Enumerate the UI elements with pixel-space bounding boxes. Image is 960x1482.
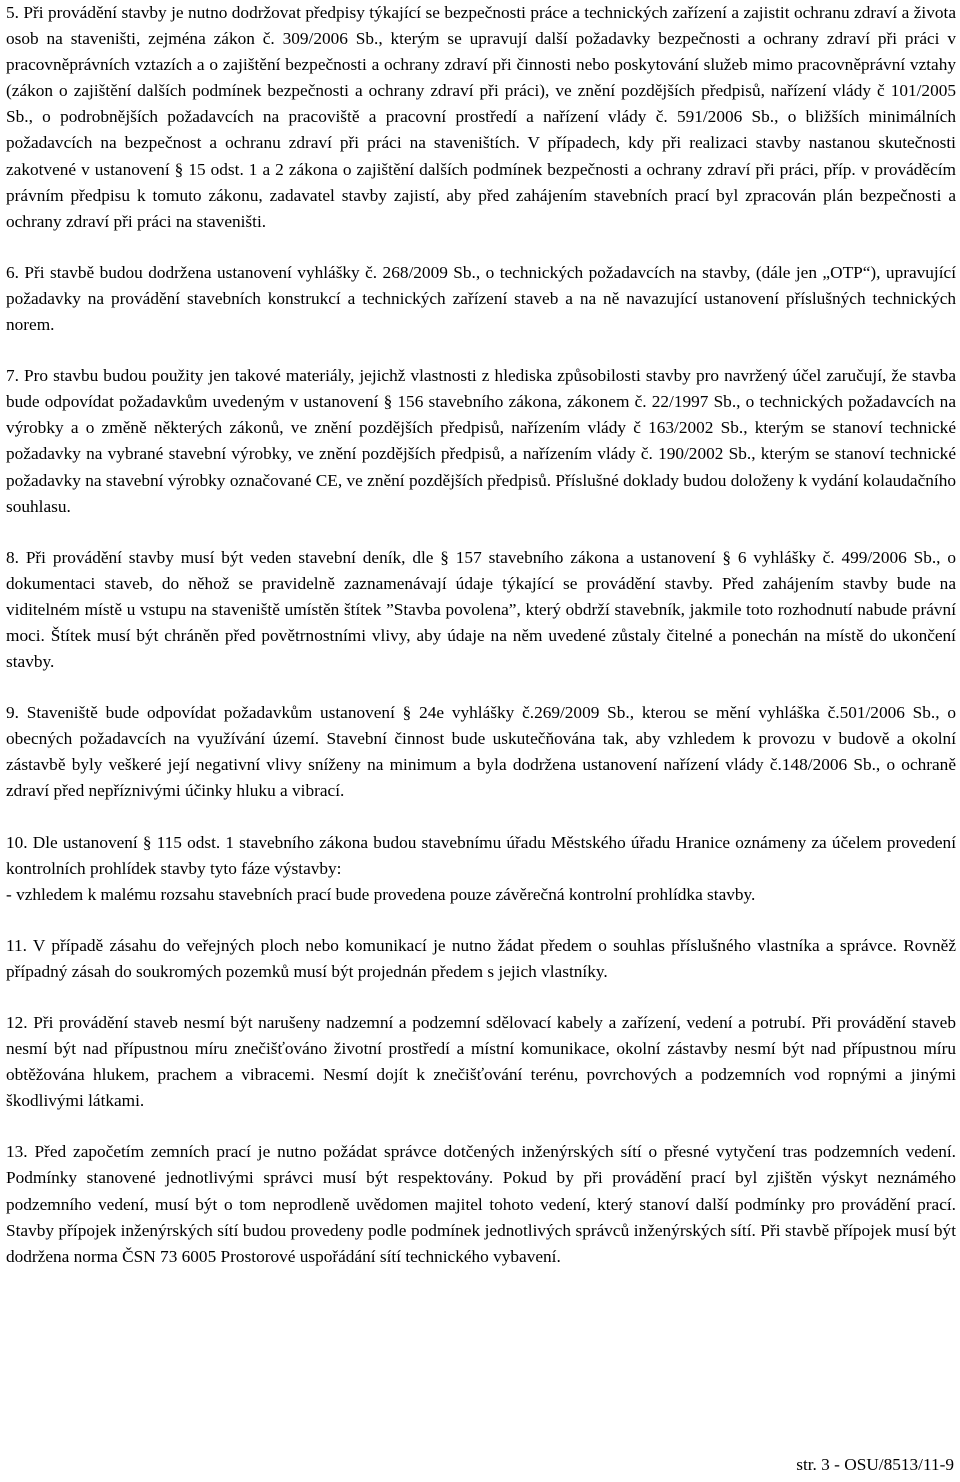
paragraph-7: 7. Pro stavbu budou použity jen takové materiály, jejichž vlastnosti z hlediska způsobilosti stavby pro navržený účel zaručují, že stavba bude odpovídat požadavkům uvedeným v ustanovení § 156 stavebního zákona, zákonem č. 22/1997 Sb., o technických požadavcích na výrobky a o změně některých zákonů, ve znění pozdějších předpisů, nařízením vlády č 163/2002 Sb., kterým se stanoví technické požadavky na vybrané stavební výrobky, ve znění pozdějších předpisů, a nařízením vlády č. 190/2002 Sb., kterým se stanoví technické požadavky na stavební výrobky označované CE, ve znění pozdějších předpisů. Příslušné doklady budou doloženy k vydání kolaudačního souhlasu. bbox=[6, 366, 956, 516]
paragraph-6: 6. Při stavbě budou dodržena ustanovení vyhlášky č. 268/2009 Sb., o technických požadavcích na stavby, (dále jen „OTP“), upravující požadavky na provádění stavebních konstrukcí a technických zařízení staveb a na ně navazující ustanovení příslušných technických norem. bbox=[6, 262, 956, 335]
paragraph-10-item: - vzhledem k malému rozsahu stavebních prací bude provedena pouze závěrečná kontrolní prohlídka stavby. bbox=[6, 884, 756, 904]
paragraph-10: 10. Dle ustanovení § 115 odst. 1 stavebního zákona budou stavebnímu úřadu Městského úřadu Hranice oznámeny za účelem provedení kontrolních prohlídek stavby tyto fáze výstavby: bbox=[6, 832, 956, 878]
page-footer: str. 3 - OSU/8513/11-9 bbox=[796, 1455, 954, 1474]
paragraph-11: 11. V případě zásahu do veřejných ploch nebo komunikací je nutno žádat předem o souhlas příslušného vlastníka a správce. Rovněž případný zásah do soukromých pozemků musí být projednán předem s jejich vlastníky. bbox=[6, 935, 956, 981]
paragraph-13: 13. Před započetím zemních prací je nutno požádat správce dotčených inženýrských sítí o přesné vytyčení tras podzemních vedení. Podmínky stanovené jednotlivými správci musí být respektovány. Pokud by při provádění prací byl zjištěn výskyt neznámého podzemního vedení, musí být o tom neprodleně uvědomen majitel tohoto vedení, který stanoví další podmínky pro provádění prací. Stavby přípojek inženýrských sítí budou provedeny podle podmínek jednotlivých správců inženýrských sítí. Při stavbě přípojek musí být dodržena norma ČSN 73 6005 Prostorové uspořádání sítí technického vybavení. bbox=[6, 1142, 956, 1266]
paragraph-5: 5. Při provádění stavby je nutno dodržovat předpisy týkající se bezpečnosti práce a technických zařízení a zajistit ochranu zdraví a života osob na staveništi, zejména zákon č. 309/2006 Sb., kterým se upravují další požadavky bezpečnosti a ochrany zdraví při práci v pracovněprávních vztazích a o zajištění bezpečnosti a ochrany zdraví při činnosti nebo poskytování služeb mimo pracovněprávní vztahy (zákon o zajištění dalších podmínek bezpečnosti a ochrany zdraví při práci), ve znění pozdějších předpisů, nařízení vlády č 101/2005 Sb., o podrobnějších požadavcích na pracoviště a pracovní prostředí a nařízení vlády č. 591/2006 Sb., o bližších minimálních požadavcích na bezpečnost a ochranu zdraví při práci na staveništích. V případech, kdy při realizaci stavby nastanou skutečnosti zakotvené v ustanovení § 15 odst. 1 a 2 zákona o zajištění dalších podmínek bezpečnosti a ochrany zdraví při práci, příp. v prováděcím právním předpisu k tomuto zákonu, zadavatel stavby zajistí, aby před zahájením stavebních prací byl zpracován plán bezpečnosti a ochrany zdraví při práci na staveništi. bbox=[6, 3, 956, 231]
paragraph-9: 9. Staveniště bude odpovídat požadavkům ustanovení § 24e vyhlášky č.269/2009 Sb., kterou se mění vyhláška č.501/2006 Sb., o obecných požadavcích na využívání území. Stavební činnost bude uskutečňována tak, aby vzhledem k provozu v budově a okolní zástavbě byly veškeré její negativní vlivy sníženy na minimum a byla dodržena ustanovení nařízení vlády č.148/2006 Sb., o ochraně zdraví před nepříznivými účinky hluku a vibrací. bbox=[6, 703, 956, 801]
document-page bbox=[6, 0, 956, 1295]
paragraph-12: 12. Při provádění staveb nesmí být narušeny nadzemní a podzemní sdělovací kabely a zařízení, vedení a potrubí. Při provádění staveb nesmí být nad přípustnou míru znečišťováno životní prostředí a místní komunikace, okolní zástavby nesmí být nad přípustnou míru obtěžována hlukem, prachem a vibracemi. Nesmí dojít k znečišťování terénu, povrchových a podzemních vod ropnými a jinými škodlivými látkami. bbox=[6, 1013, 956, 1111]
paragraph-8: 8. Při provádění stavby musí být veden stavební deník, dle § 157 stavebního zákona a ustanovení § 6 vyhlášky č. 499/2006 Sb., o dokumentaci staveb, do něhož se pravidelně zaznamenávají údaje týkající se provádění stavby. Před zahájením stavby bude na viditelném místě u vstupu na staveniště umístěn štítek ”Stavba povolena”, který obdrží stavebník, jakmile toto rozhodnutí nabude právní moci. Štítek musí být chráněn před povětrnostními vlivy, aby údaje na něm uvedené zůstaly čitelné a ponechán na místě do ukončení stavby. bbox=[6, 547, 956, 672]
